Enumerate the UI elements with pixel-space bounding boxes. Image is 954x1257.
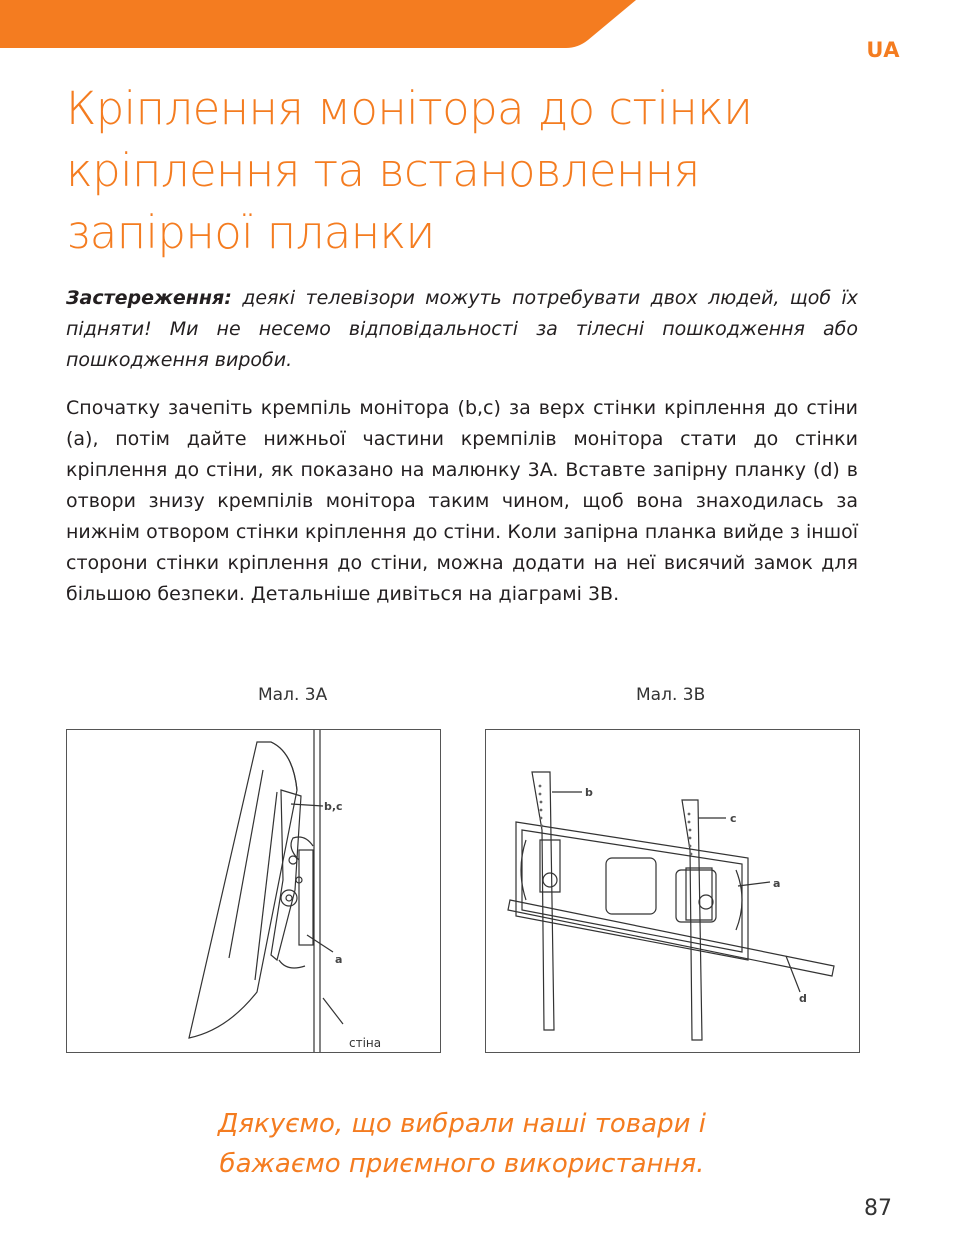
title-line-1: Кріплення монітора до стінки	[66, 82, 753, 135]
page-title	[66, 78, 896, 264]
label-b: b	[585, 786, 593, 799]
figure-3a-caption: Мал. 3A	[258, 685, 328, 705]
figure-3b-drawing	[486, 730, 859, 1052]
title-line-2: кріплення та встановлення	[66, 144, 700, 197]
warning-label: Застереження:	[66, 287, 232, 309]
closing-message	[0, 1104, 924, 1184]
label-wall: стіна	[349, 1036, 382, 1050]
label-a: a	[335, 953, 343, 966]
header-banner	[0, 0, 640, 48]
closing-line-2: бажаємо приємного використання.	[219, 1149, 705, 1179]
warning-text: деякі телевізори можуть потребувати двох людей, щоб їх підняти! Ми не несемо відповідальності за тілесні пошкодження або пошкодження вироби.	[66, 287, 858, 371]
label-a: a	[773, 877, 781, 890]
label-c: c	[730, 812, 737, 825]
figure-3a	[66, 729, 441, 1053]
closing-line-1: Дякуємо, що вибрали наші товари і	[218, 1109, 706, 1139]
figure-3b	[485, 729, 860, 1053]
label-bc: b,c	[324, 800, 343, 813]
figure-3a-drawing	[67, 730, 440, 1052]
warning-paragraph	[66, 283, 858, 376]
title-line-3: запірної планки	[66, 206, 435, 259]
page-number: 87	[864, 1196, 892, 1221]
language-code: UA	[866, 38, 900, 62]
figure-3b-caption: Мал. 3B	[636, 685, 706, 705]
instructions-paragraph: Спочатку зачепіть кремпіль монітора (b,c) за верх стінки кріплення до стіни (a), потім дайте нижньої частини кремпілів монітора стати до стінки кріплення до стіни, як показано на малюнку 3A. Вставте запірну планку (d) в отвори знизу кремпілів монітора таким чином, щоб вона знаходилась за нижнім отвором стінки кріплення до стіни. Коли запірна планка вийде з іншої сторони стінки кріплення до стіни, можна додати на неї висячий замок для більшою безпеки. Детальніше дивіться на діаграмі 3B.	[66, 397, 858, 605]
label-d: d	[799, 992, 807, 1005]
